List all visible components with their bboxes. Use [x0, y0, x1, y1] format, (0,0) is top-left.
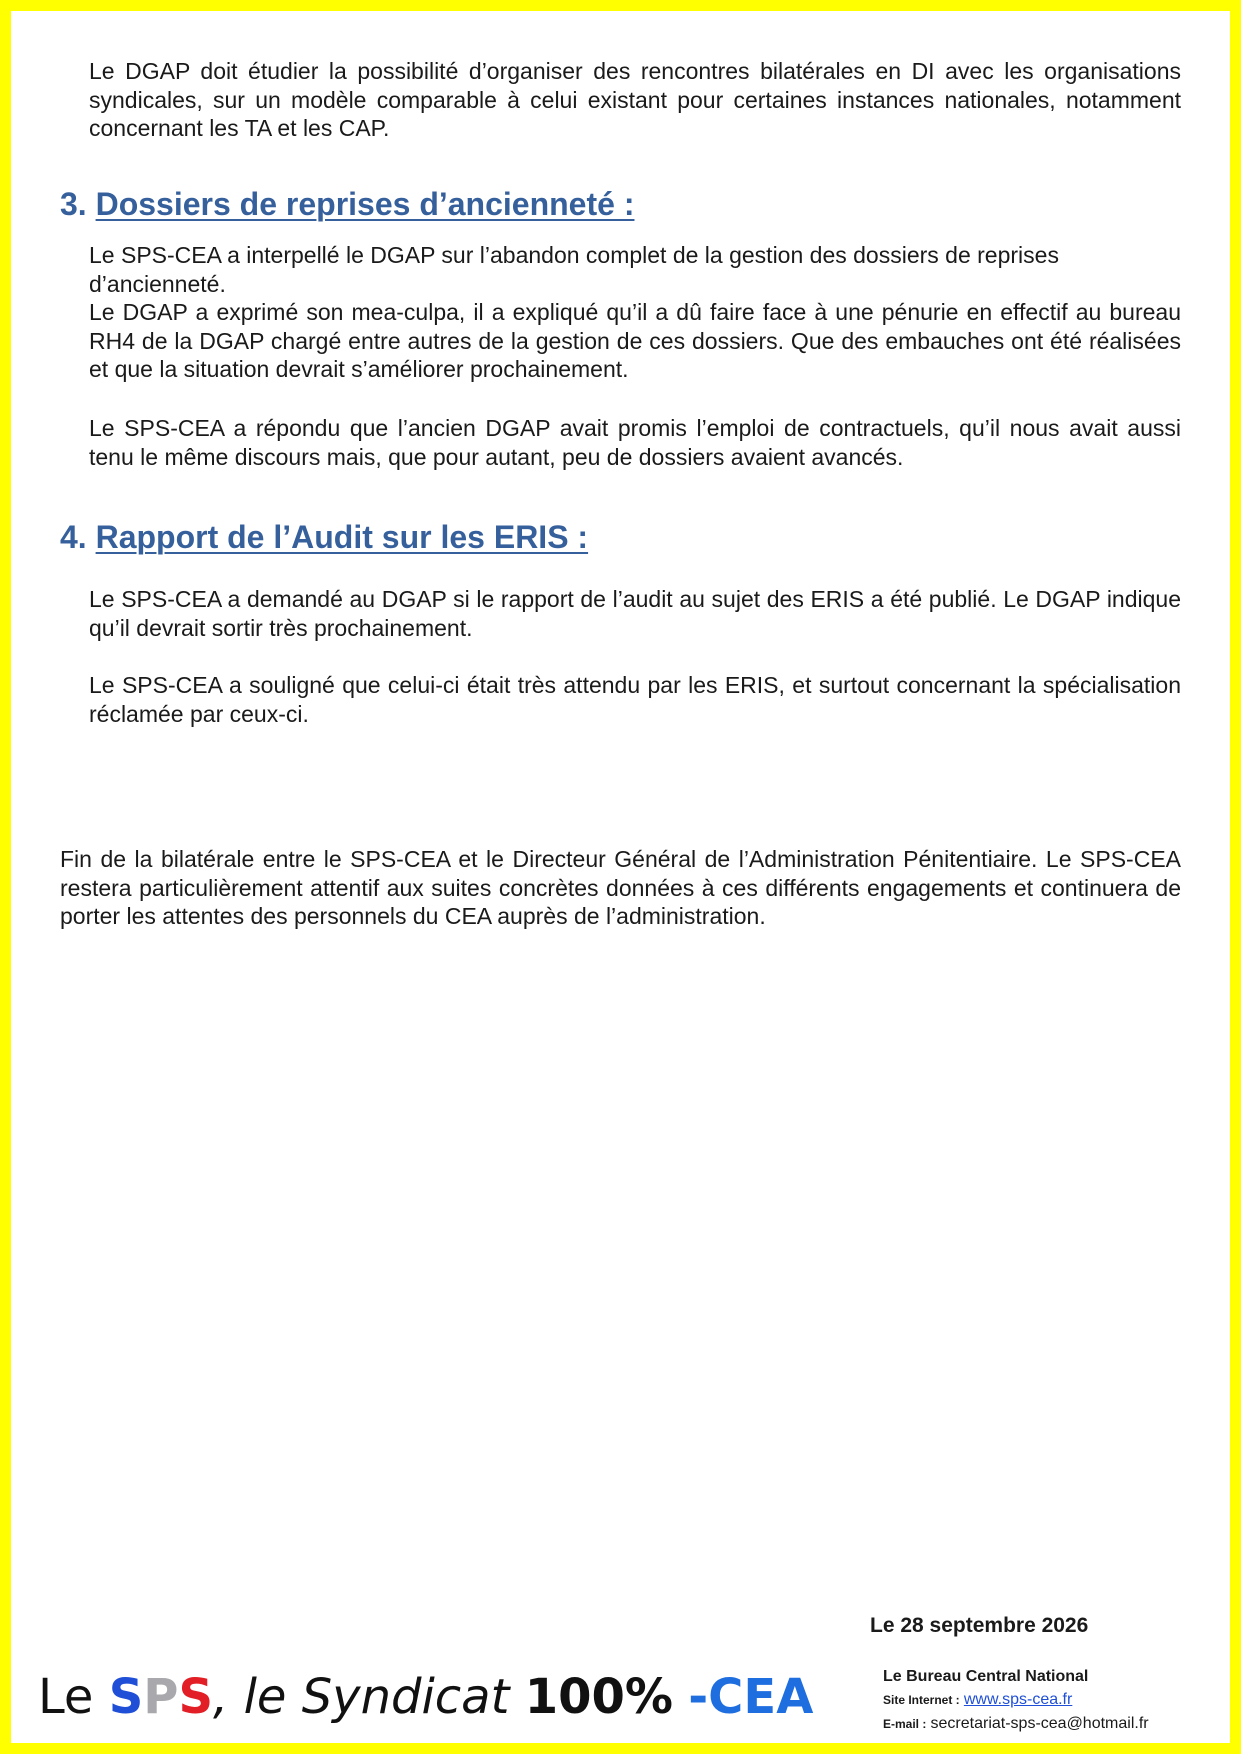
slogan-cea: -CEA — [688, 1669, 814, 1725]
site-label: Site Internet : — [883, 1693, 960, 1707]
section-3-title: Dossiers de reprises d’ancienneté : — [95, 186, 635, 222]
section-4-number: 4. — [60, 519, 87, 555]
email-line — [883, 1712, 1149, 1736]
section-4-title: Rapport de l’Audit sur les ERIS : — [95, 519, 589, 555]
slogan-100: 100% — [524, 1669, 673, 1725]
section-3-heading — [60, 185, 634, 223]
slogan-le: Le — [38, 1669, 94, 1725]
section-4-paragraph-2: Le SPS-CEA a souligné que celui-ci était très attendu par les ERIS, et surtout concernant la spécialisation réclamée par ceux-ci. — [89, 672, 1181, 727]
website-link[interactable]: www.sps-cea.fr — [963, 1691, 1073, 1708]
email-link[interactable]: secretariat-sps-cea@hotmail.fr — [930, 1715, 1149, 1732]
section-3-paragraph-1a: Le SPS-CEA a interpellé le DGAP sur l’abandon complet de la gestion des dossiers de reprises d’ancienneté. — [89, 242, 1059, 297]
intro-paragraph: Le DGAP doit étudier la possibilité d’organiser des rencontres bilatérales en DI avec les organisations syndicales, sur un modèle comparable à celui existant pour certaines instances nationales, notamment concernant les TA et les CAP. — [89, 58, 1181, 141]
slogan-s-blue: S — [108, 1669, 144, 1725]
slogan-s-red: S — [178, 1669, 214, 1725]
contact-block — [883, 1665, 1149, 1736]
conclusion-paragraph: Fin de la bilatérale entre le SPS-CEA et le Directeur Général de l’Administration Pénitentiaire. Le SPS-CEA restera particulièrement attentif aux suites concrètes données à ces différents engagements et continuera de porter les attentes des personnels du CEA auprès de l’administration. — [60, 846, 1181, 929]
slogan-p-grey: P — [143, 1669, 179, 1725]
section-3-number: 3. — [60, 186, 87, 222]
section-4-paragraph-1: Le SPS-CEA a demandé au DGAP si le rapport de l’audit au sujet des ERIS a été publié. Le DGAP indique qu’il devrait sortir très prochainement. — [89, 586, 1181, 641]
document-date: Le 28 septembre 2026 — [870, 1614, 1089, 1637]
slogan-middle: , le Syndicat — [213, 1669, 510, 1725]
email-label: E-mail : — [883, 1717, 927, 1731]
bureau-name: Le Bureau Central National — [883, 1668, 1089, 1685]
section-3-paragraph-2: Le SPS-CEA a répondu que l’ancien DGAP avait promis l’emploi de contractuels, qu’il nous avait aussi tenu le même discours mais, que pour autant, peu de dossiers avaient avancés. — [89, 415, 1181, 470]
sps-slogan-logo — [38, 1662, 813, 1732]
section-4-heading — [60, 518, 588, 556]
section-3-paragraph-1b: Le DGAP a exprimé son mea-culpa, il a expliqué qu’il a dû faire face à une pénurie en effectif au bureau RH4 de la DGAP chargé entre autres de la gestion de ces dossiers. Que des embauches ont été réalisées et que la situation devrait s’améliorer prochainement. — [89, 299, 1181, 382]
site-line — [883, 1688, 1149, 1712]
